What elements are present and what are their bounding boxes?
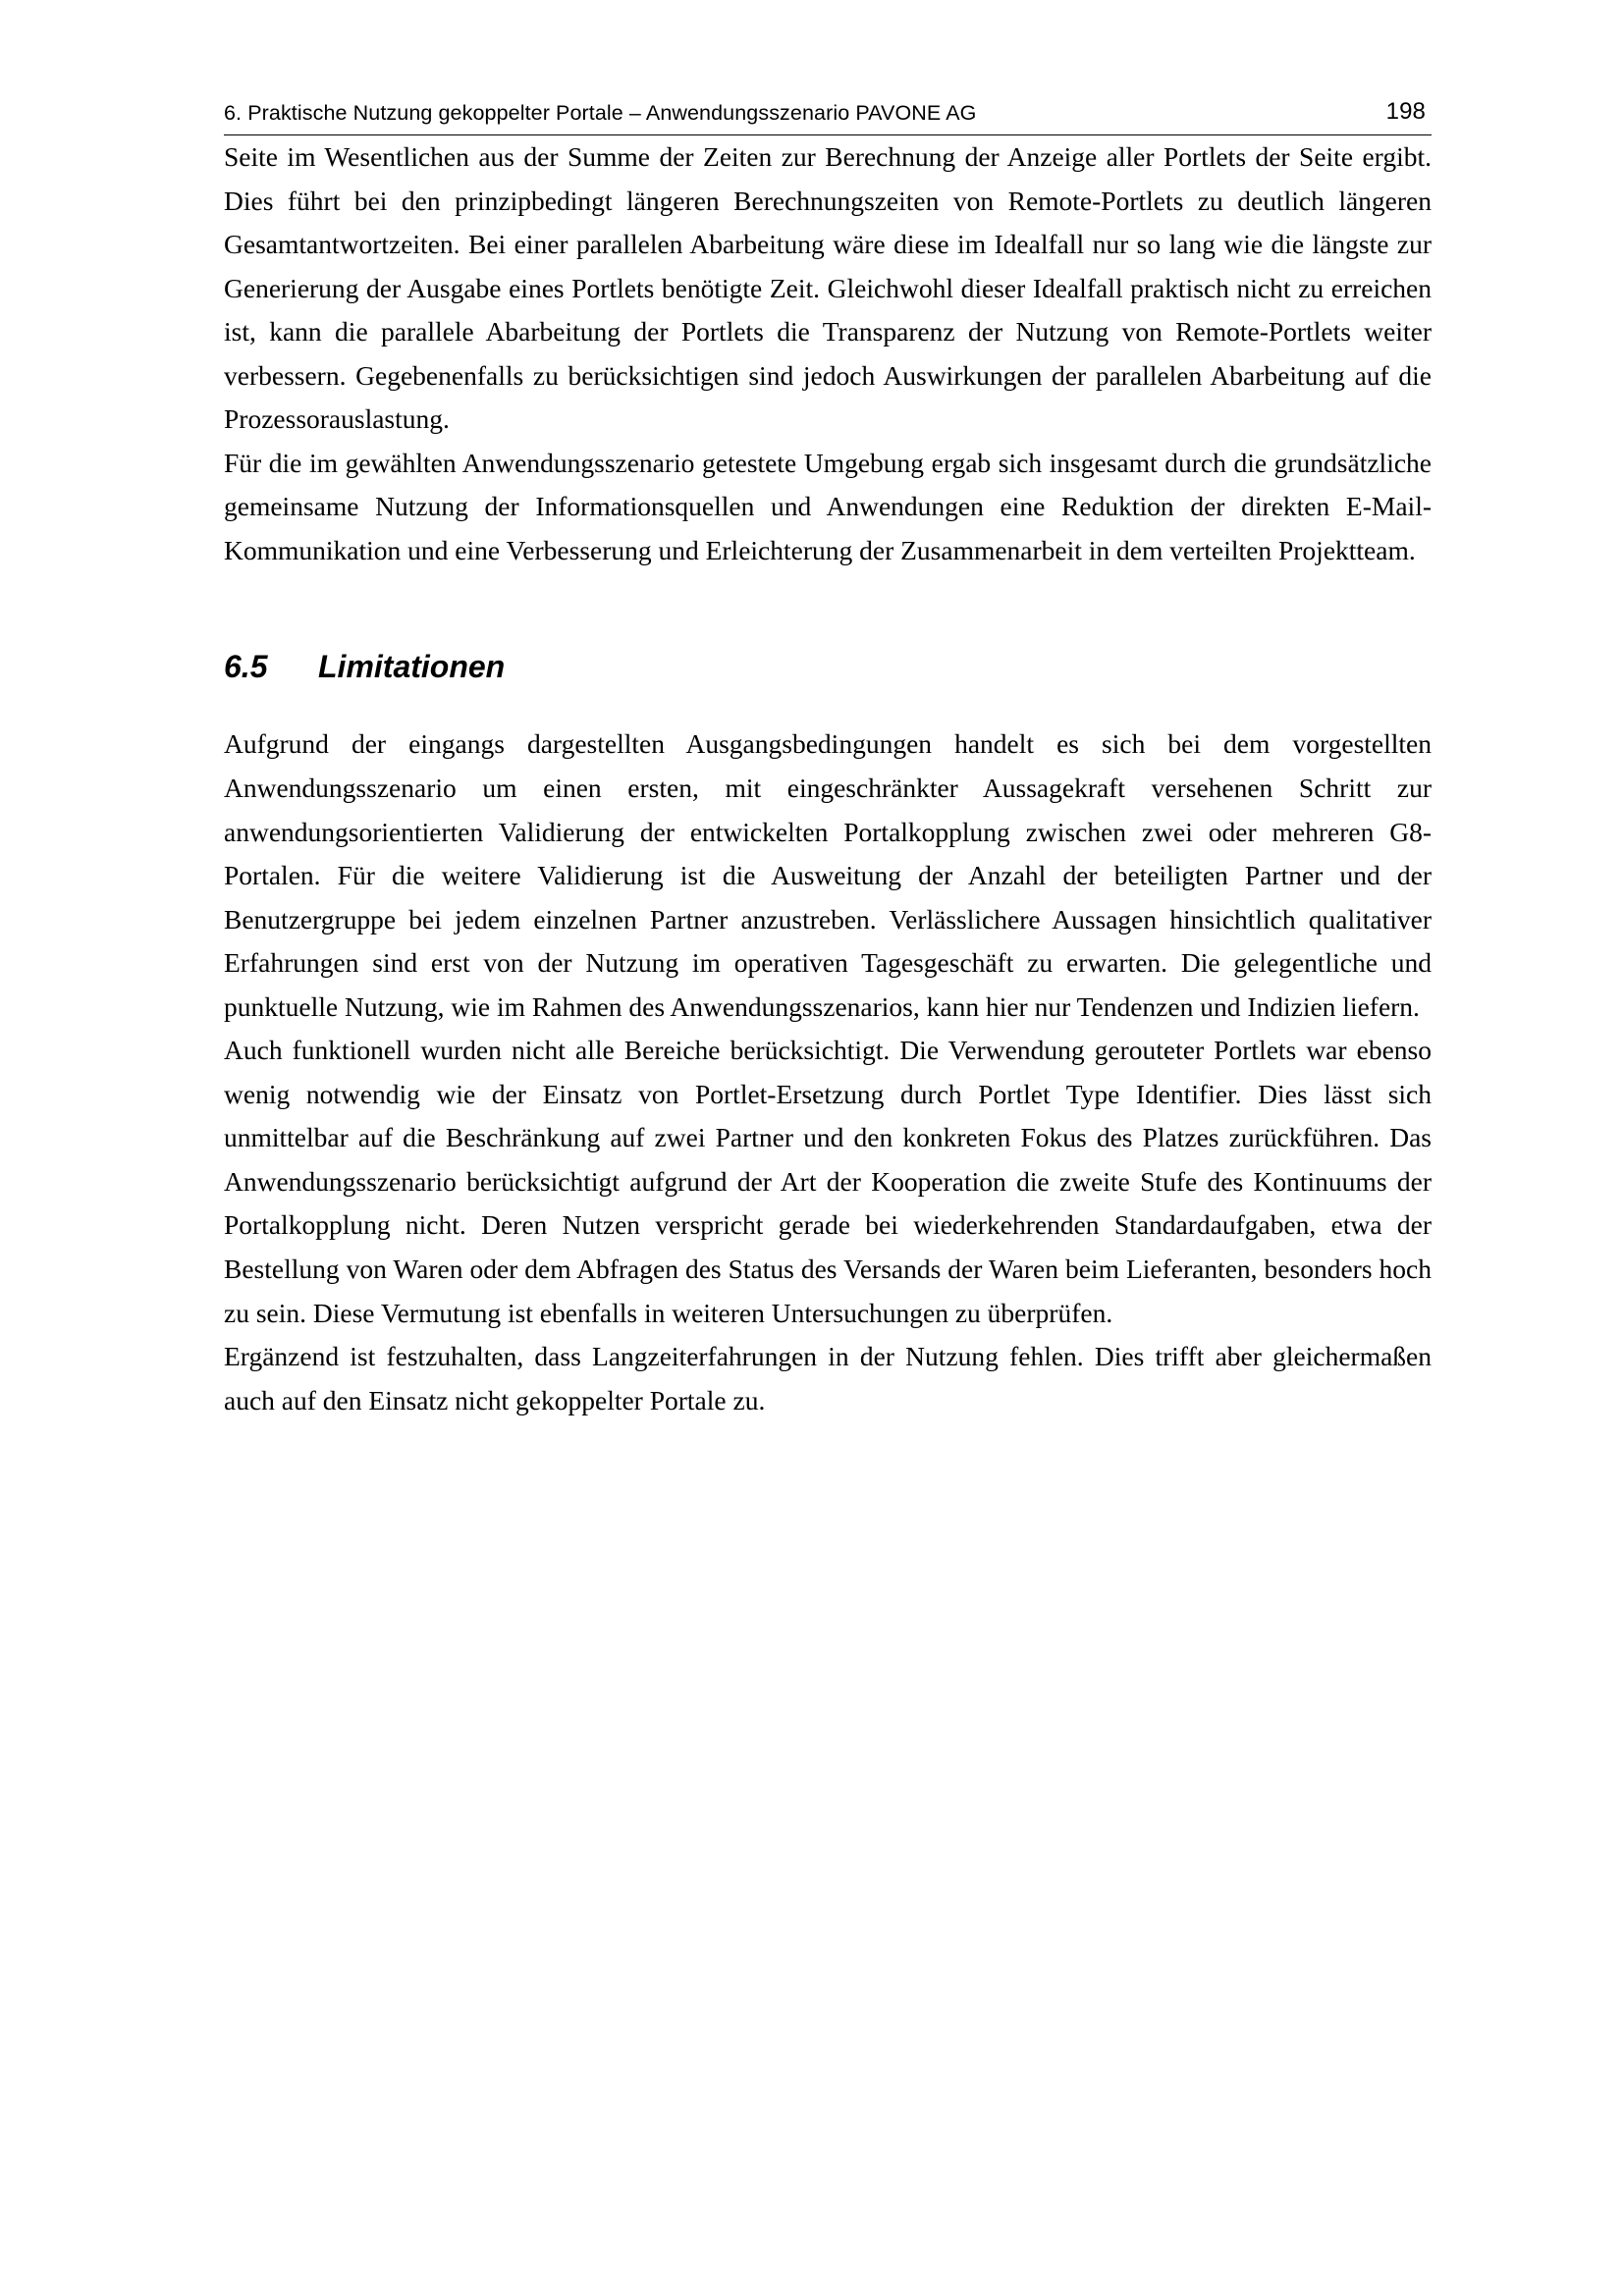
paragraph: Für die im gewählten Anwendungsszenario getestete Umgebung ergab sich insgesamt durch die grundsätzliche gemeinsame Nutzung der Informationsquellen und Anwendungen eine Reduktion der direkten E-Mail-Kommunikation und eine Verbesserung und Erleichterung der Zusammenarbeit in dem verteilten Projektteam. [224,447,1432,565]
section-title: Limitationen [318,649,506,685]
paragraph: Ergänzend ist festzuhalten, dass Langzeiterfahrungen in der Nutzung fehlen. Dies trifft aber gleichermaßen auch auf den Einsatz nicht gekoppelter Portale zu. [224,1341,1432,1415]
running-header-title: 6. Praktische Nutzung gekoppelter Portale – Anwendungsszenario PAVONE AG [224,101,977,125]
page-content [224,98,1432,1422]
page-header [224,98,1432,135]
paragraph: Aufgrund der eingangs dargestellten Ausgangsbedingungen handelt es sich bei dem vorgestellten Anwendungsszenario um einen ersten, mit eingeschränkter Aussagekraft versehenen Schritt zur anwendungsorientierten Validierung der entwickelten Portalkopplung zwischen zwei oder mehreren G8-Portalen. Für die weitere Validierung ist die Ausweitung der Anzahl der beteiligten Partner und der Benutzergruppe bei jedem einzelnen Partner anzustreben. Verlässlichere Aussagen hinsichtlich qualitativer Erfahrungen sind erst von der Nutzung im operativen Tagesgeschäft zu erwarten. Die gelegentliche und punktuelle Nutzung, wie im Rahmen des Anwendungsszenarios, kann hier nur Tendenzen und Indizien liefern. [224,728,1432,1022]
page-number: 198 [1385,98,1426,125]
section-heading [224,649,1432,685]
paragraph: Seite im Wesentlichen aus der Summe der Zeiten zur Berechnung der Anzeige aller Portlets der Seite ergibt. Dies führt bei den prinzipbedingt längeren Berechnungszeiten von Remote-Portlets zu deutlich längeren Gesamtantwortzeiten. Bei einer parallelen Abarbeitung wäre diese im Idealfall nur so lang wie die längste zur Generierung der Ausgabe eines Portlets benötigte Zeit. Gleichwohl dieser Idealfall praktisch nicht zu erreichen ist, kann die parallele Abarbeitung der Portlets die Transparenz der Nutzung von Remote-Portlets weiter verbessern. Gegebenenfalls zu berücksichtigen sind jedoch Auswirkungen der parallelen Abarbeitung auf die Prozessorauslastung. [224,141,1432,435]
paragraph: Auch funktionell wurden nicht alle Bereiche berücksichtigt. Die Verwendung gerouteter Portlets war ebenso wenig notwendig wie der Einsatz von Portlet-Ersetzung durch Portlet Type Identifier. Dies lässt sich unmittelbar auf die Beschränkung auf zwei Partner und den konkreten Fokus des Platzes zurückführen. Das Anwendungsszenario berücksichtigt aufgrund der Art der Kooperation die zweite Stufe des Kontinuums der Portalkopplung nicht. Deren Nutzen verspricht gerade bei wiederkehrenden Standardaufgaben, etwa der Bestellung von Waren oder dem Abfragen des Status des Versands der Waren beim Lieferanten, besonders hoch zu sein. Diese Vermutung ist ebenfalls in weiteren Untersuchungen zu überprüfen. [224,1035,1432,1328]
section-number: 6.5 [224,649,268,685]
